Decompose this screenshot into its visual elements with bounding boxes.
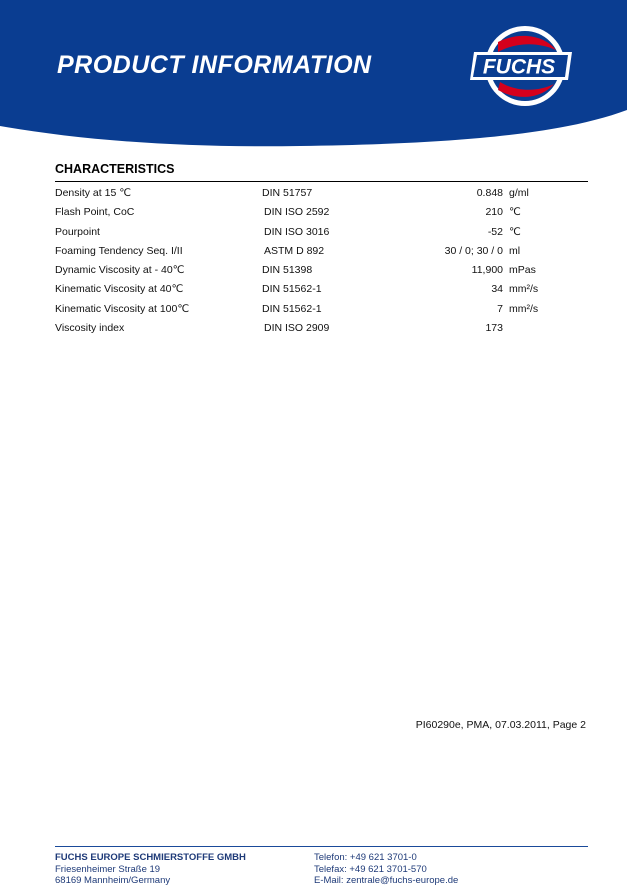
page-title: PRODUCT INFORMATION [57, 51, 372, 79]
unit-cell: mm²/s [509, 283, 539, 296]
footer-contact [314, 852, 458, 887]
footer-city: 68169 Mannheim/Germany [55, 875, 171, 887]
method-cell: DIN ISO 2592 [264, 206, 330, 219]
property-cell: Pourpoint [55, 225, 100, 238]
footer-address [55, 852, 246, 887]
table-row [0, 242, 627, 261]
unit-cell: mPas [509, 264, 536, 277]
method-cell: ASTM D 892 [264, 244, 325, 257]
method-cell: DIN 51757 [262, 187, 313, 199]
unit-cell: ℃ [509, 225, 521, 238]
logo-text: FUCHS [482, 55, 556, 79]
header-banner [0, 0, 627, 150]
value-cell: 7 [497, 302, 503, 315]
method-cell: DIN ISO 3016 [264, 225, 330, 238]
method-cell: DIN 51562-1 [262, 283, 322, 296]
characteristics-heading: CHARACTERISTICS [55, 162, 175, 176]
footer-street: Friesenheimer Straße 19 [55, 863, 161, 875]
value-cell: 173 [485, 322, 503, 335]
characteristics-table [0, 184, 627, 338]
unit-cell: ℃ [509, 206, 521, 219]
property-cell: Flash Point, CoC [55, 206, 135, 219]
fuchs-logo-icon [468, 22, 578, 110]
footer-fax: Telefax: +49 621 3701-570 [314, 863, 427, 875]
property-cell: Foaming Tendency Seq. I/II [55, 244, 183, 257]
value-cell: 0.848 [476, 187, 503, 199]
table-row [0, 223, 627, 242]
heading-divider [55, 181, 588, 182]
method-cell: DIN 51562-1 [262, 302, 322, 315]
page-reference: PI60290e, PMA, 07.03.2011, Page 2 [415, 719, 586, 731]
property-cell: Density at 15 ℃ [55, 187, 131, 199]
table-row [0, 184, 627, 203]
property-cell: Kinematic Viscosity at 40℃ [55, 283, 184, 296]
footer-company: FUCHS EUROPE SCHMIERSTOFFE GMBH [55, 852, 246, 863]
table-row [0, 280, 627, 299]
value-cell: 30 / 0; 30 / 0 [444, 244, 503, 257]
unit-cell: ml [509, 244, 521, 257]
value-cell: 11,900 [471, 264, 503, 277]
footer-email[interactable]: E-Mail: zentrale@fuchs-europe.de [314, 875, 459, 887]
table-row [0, 319, 627, 338]
property-cell: Viscosity index [55, 322, 125, 335]
value-cell: 34 [491, 283, 503, 296]
table-row [0, 261, 627, 280]
property-cell: Dynamic Viscosity at - 40℃ [55, 264, 185, 277]
footer-phone: Telefon: +49 621 3701-0 [314, 852, 417, 863]
table-row [0, 203, 627, 222]
footer-divider [55, 846, 588, 847]
table-row [0, 300, 627, 319]
value-cell: -52 [487, 225, 503, 238]
unit-cell: mm²/s [509, 302, 539, 315]
value-cell: 210 [485, 206, 503, 219]
unit-cell: g/ml [509, 187, 529, 199]
method-cell: DIN ISO 2909 [264, 322, 330, 335]
method-cell: DIN 51398 [262, 264, 313, 277]
property-cell: Kinematic Viscosity at 100℃ [55, 302, 190, 315]
